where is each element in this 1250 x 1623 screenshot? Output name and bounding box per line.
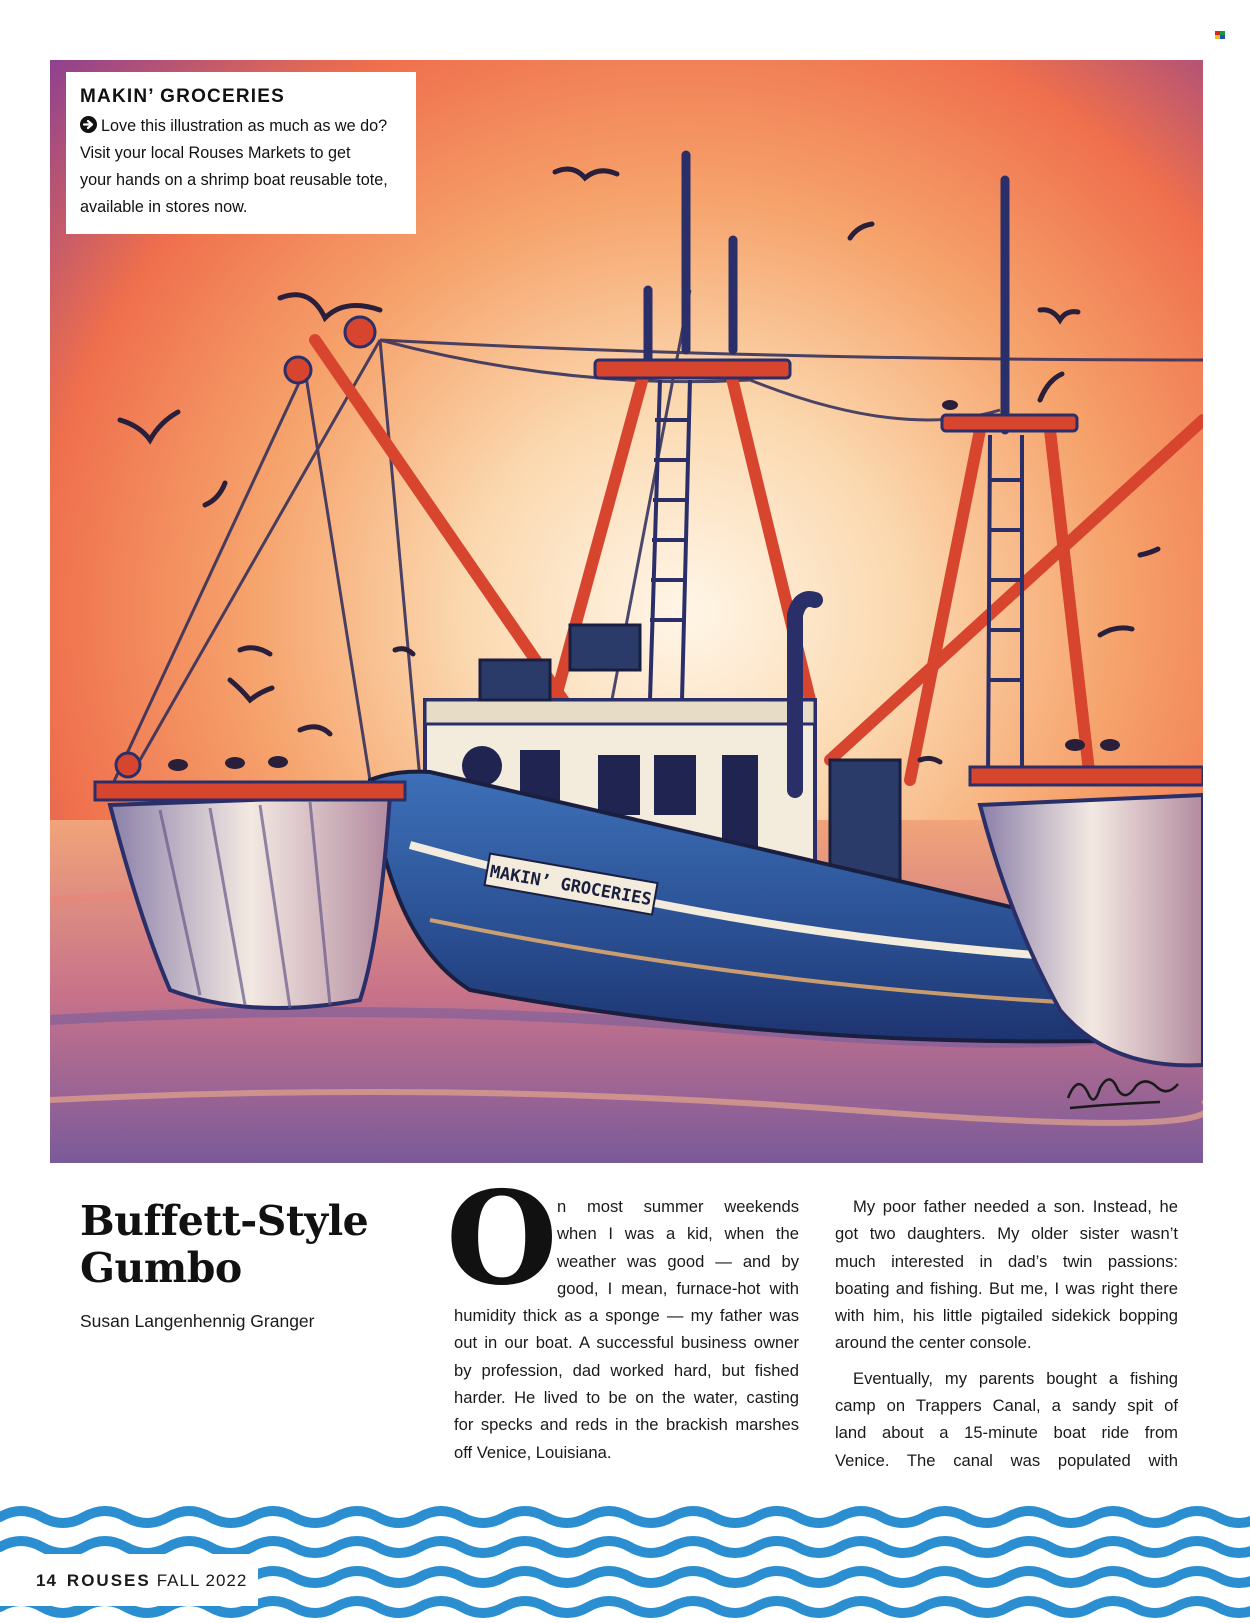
paragraph [835,1193,1178,1357]
promo-line-4: available in stores now. [80,198,248,216]
body-line: weather was good — and by [557,1251,799,1271]
headline-line-2: Gumbo [80,1244,242,1292]
article-headline [80,1198,410,1292]
body-line: for specks and reds in the brackish marshes [454,1415,799,1435]
body-line: when I was a kid, when the [557,1224,799,1244]
arrow-circle-icon [80,116,97,133]
corner-color-mark [1215,31,1225,39]
drop-cap: O [446,1164,558,1314]
body-line: harder. He lived to be on the water, casting [454,1388,799,1408]
body-line: n most summer weekends [557,1197,799,1216]
promo-line-3: your hands on a shrimp boat reusable tote, [80,171,388,189]
brand-name: ROUSES [66,1571,151,1590]
page-footer [36,1571,247,1591]
promo-callout-box [66,72,416,234]
promo-line-1: Love this illustration as much as we do? [80,113,402,140]
body-line: with him, his little pigtailed sidekick bopping [835,1306,1178,1326]
article-column-2 [835,1193,1178,1474]
body-line: off Venice, Louisiana. [454,1442,612,1462]
article-byline: Susan Langenhennig Granger [80,1311,315,1331]
promo-title: MAKIN’ GROCERIES [80,86,285,107]
headline-line-1: Buffett-Style [80,1197,369,1245]
body-line: My poor father needed a son. Instead, he [853,1197,1178,1216]
body-line: by profession, dad worked hard, but fished [454,1360,799,1380]
body-line: out in our boat. A successful business owner [454,1333,799,1353]
body-line: Venice. The canal was populated with [835,1450,1178,1470]
body-line: much interested in dad’s twin passions: [835,1251,1178,1271]
promo-line-2: Visit your local Rouses Markets to get [80,144,351,162]
body-line: good, I mean, furnace-hot with [557,1278,799,1298]
body-line: boating and fishing. But me, I was right there [835,1278,1178,1298]
body-line: got two daughters. My older sister wasn’t [835,1224,1178,1244]
body-line: camp on Trappers Canal, a sandy spit of [835,1396,1178,1416]
paragraph [835,1365,1178,1474]
body-line: around the center console. [835,1333,1032,1353]
issue-label: FALL 2022 [156,1571,248,1590]
body-line: Eventually, my parents bought a fishing [853,1368,1178,1388]
boat-name-label: MAKIN’ GROCERIES [488,861,654,911]
article-column-1 [446,1164,799,1466]
page-number: 14 [36,1571,57,1590]
body-line: humidity thick as a sponge — my father was [454,1306,799,1326]
body-line: land about a 15-minute boat ride from [835,1423,1178,1443]
